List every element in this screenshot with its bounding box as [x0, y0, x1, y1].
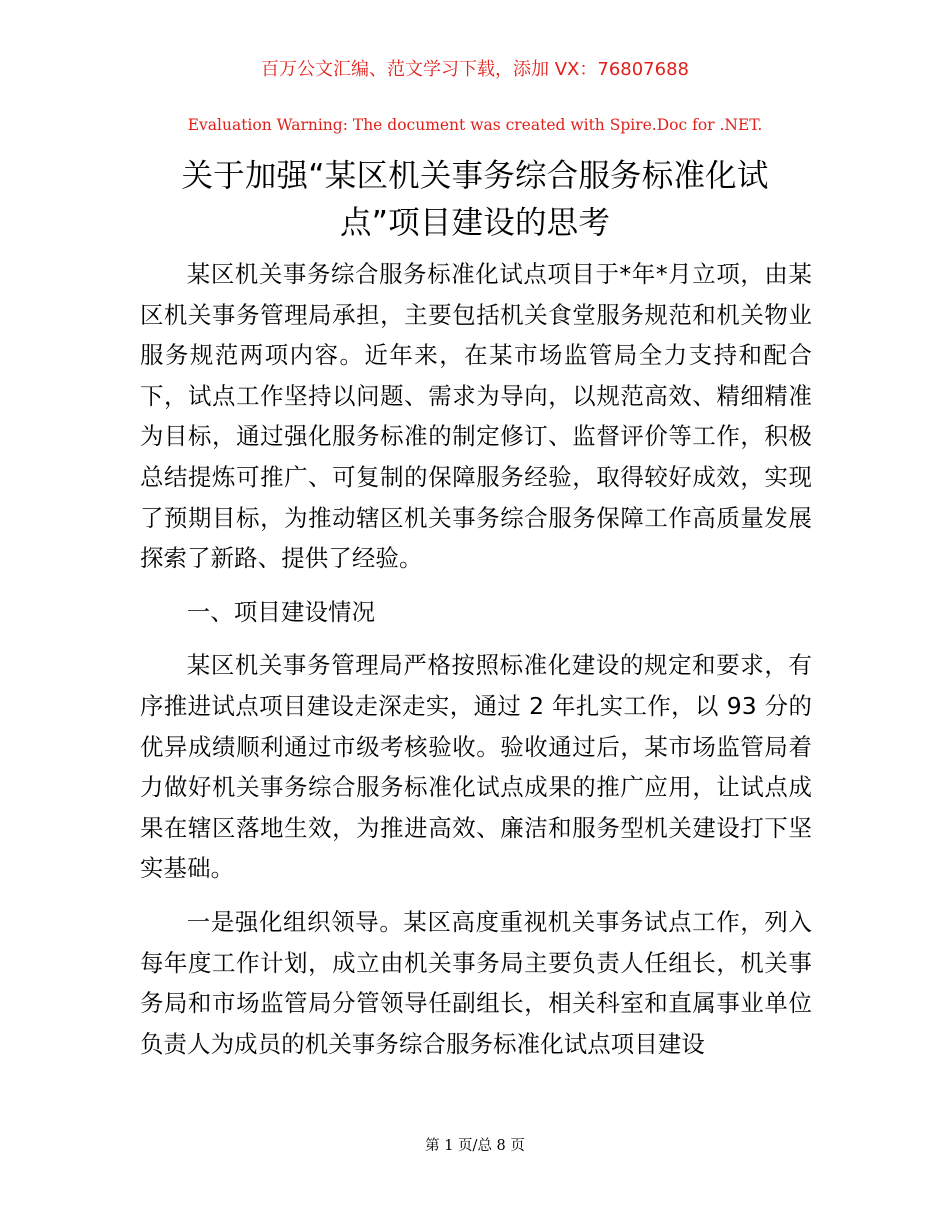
title-line-1: 关于加强“某区机关事务综合服务标准化试: [181, 158, 769, 194]
header-banner: 百万公文汇编、范文学习下载，添加 VX：76807688: [261, 59, 689, 80]
section-paragraph: 某区机关事务管理局严格按照标准化建设的规定和要求，有序推进试点项目建设走深走实，通过 2 年扎实工作，以 93 分的优异成绩顺利通过市级考核验收。验收通过后，某市场监管局着力做好机关事务综合服务标准化试点成果的推广应用，让试点成果在辖区落地生效，为推进高效、廉洁和服务型机关建设打下坚实基础。: [140, 651, 812, 883]
evaluation-warning: Evaluation Warning: The document was created with Spire.Doc for .NET.: [187, 116, 763, 134]
intro-paragraph: 某区机关事务综合服务标准化试点项目于*年*月立项，由某区机关事务管理局承担，主要包括机关食堂服务规范和机关物业服务规范两项内容。近年来，在某市场监管局全力支持和配合下，试点工作坚持以问题、需求为导向，以规范高效、精细精准为目标，通过强化服务标准的制定修订、监督评价等工作，积极总结提炼可推广、可复制的保障服务经验，取得较好成效，实现了预期目标，为推动辖区机关事务综合服务保障工作高质量发展探索了新路、提供了经验。: [140, 260, 812, 573]
document-body: [140, 254, 812, 1077]
section-heading: 一、项目建设情况: [186, 597, 376, 626]
page-number-footer: 第 1 页/总 8 页: [425, 1138, 525, 1154]
section-paragraph: 一是强化组织领导。某区高度重视机关事务试点工作，列入每年度工作计划，成立由机关事务局主要负责人任组长，机关事务局和市场监管局分管领导任副组长，相关科室和直属事业单位负责人为成员的机关事务综合服务标准化试点项目建设: [140, 907, 812, 1058]
title-line-2: 点”项目建设的思考: [339, 205, 611, 241]
document-title: [140, 153, 810, 247]
